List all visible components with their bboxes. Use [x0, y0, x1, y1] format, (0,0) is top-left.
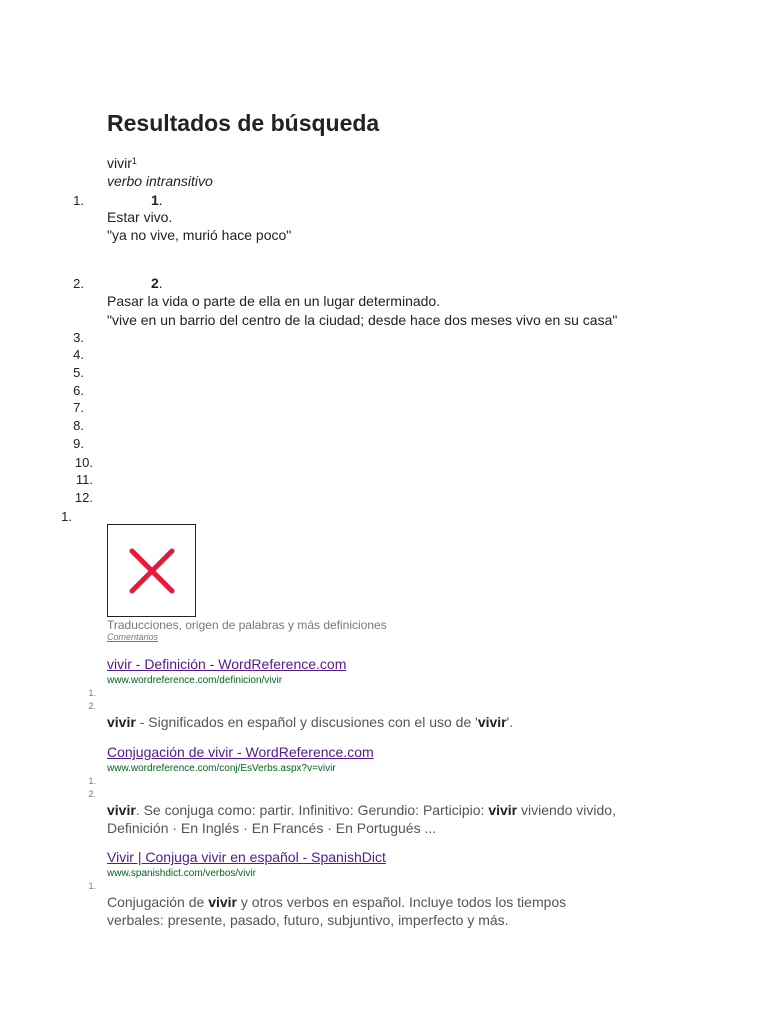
result-list-number: 2.	[88, 701, 96, 711]
snippet-line	[107, 801, 616, 819]
entry-superscript: 1	[131, 156, 137, 166]
result-url: www.spanishdict.com/verbos/vivir	[107, 868, 256, 879]
snippet-text: viviendo vivido,	[517, 802, 616, 818]
snippet-bold: vivir	[488, 802, 518, 818]
sense-definition: Pasar la vida o parte de ella en un lugar determinado.	[107, 293, 441, 309]
snippet-line	[107, 893, 566, 911]
result-list-number: 1.	[88, 776, 96, 786]
snippet-bold: vivir	[208, 894, 237, 910]
result-url: www.wordreference.com/conj/EsVerbs.aspx?v=vivir	[107, 763, 336, 774]
snippet-line	[107, 911, 566, 929]
snippet-text: - Significados en español y discusiones con el uso de '	[135, 714, 478, 730]
list-number: 7.	[73, 400, 84, 415]
entry-word-text: vivir	[107, 155, 132, 171]
broken-image	[107, 524, 196, 617]
list-number: 6.	[73, 383, 84, 398]
sense-example: "vive en un barrio del centro de la ciudad; desde hace dos meses vivo en su casa"	[107, 312, 618, 328]
list-number: 12.	[74, 490, 93, 505]
list-number: 9.	[73, 436, 84, 451]
image-caption: Traducciones, origen de palabras y más definiciones	[107, 618, 387, 632]
list-number: 5.	[73, 365, 84, 380]
result-url: www.wordreference.com/definicion/vivir	[107, 675, 283, 686]
snippet-line	[107, 819, 616, 837]
sense-number-value: 1	[151, 192, 159, 208]
snippet-text: verbales: presente, pasado, futuro, subjuntivo, imperfecto y más.	[107, 912, 509, 928]
list-number: 11.	[75, 472, 93, 487]
list-number: 3.	[73, 330, 84, 345]
comments-link[interactable]: Comentarios	[107, 632, 159, 642]
list-number: 10.	[74, 455, 93, 470]
result-title-link[interactable]: Conjugación de vivir - WordReference.com	[107, 744, 374, 760]
result-snippet	[107, 801, 616, 837]
snippet-line	[107, 713, 513, 731]
snippet-text: Definición · En Inglés · En Francés · En Portugués ...	[107, 820, 437, 836]
list-number: 4.	[73, 347, 84, 362]
sense-number-value: 2	[151, 275, 159, 291]
list-number: 1.	[73, 193, 84, 208]
list-number: 2.	[73, 276, 84, 291]
snippet-bold: vivir	[107, 802, 136, 818]
sense-definition: Estar vivo.	[107, 209, 173, 225]
result-list-number: 2.	[88, 789, 96, 799]
snippet-text: y otros verbos en español. Incluye todos los tiempos	[237, 894, 567, 910]
entry-pos: verbo intransitivo	[107, 173, 213, 189]
broken-image-x-icon	[108, 525, 195, 616]
result-snippet	[107, 893, 566, 929]
snippet-text: . Se conjuga como: partir. Infinitivo: Gerundio: Participio:	[135, 802, 489, 818]
sense-number: 2.	[151, 275, 163, 291]
result-title-link[interactable]: vivir - Definición - WordReference.com	[107, 656, 347, 672]
result-title-link[interactable]: Vivir | Conjuga vivir en español - SpanishDict	[107, 849, 386, 865]
entry-word	[107, 155, 137, 172]
result-list-number: 1.	[88, 881, 96, 891]
snippet-text: '.	[506, 714, 514, 730]
snippet-text: Conjugación de	[107, 894, 209, 910]
snippet-bold: vivir	[477, 714, 507, 730]
result-snippet	[107, 713, 513, 731]
snippet-bold: vivir	[107, 714, 136, 730]
result-list-number: 1.	[88, 688, 96, 698]
sense-number: 1.	[151, 192, 163, 208]
list-number: 1.	[61, 509, 72, 524]
list-number: 8.	[73, 418, 84, 433]
page-title: Resultados de búsqueda	[107, 110, 380, 136]
sense-example: "ya no vive, murió hace poco"	[107, 227, 292, 243]
